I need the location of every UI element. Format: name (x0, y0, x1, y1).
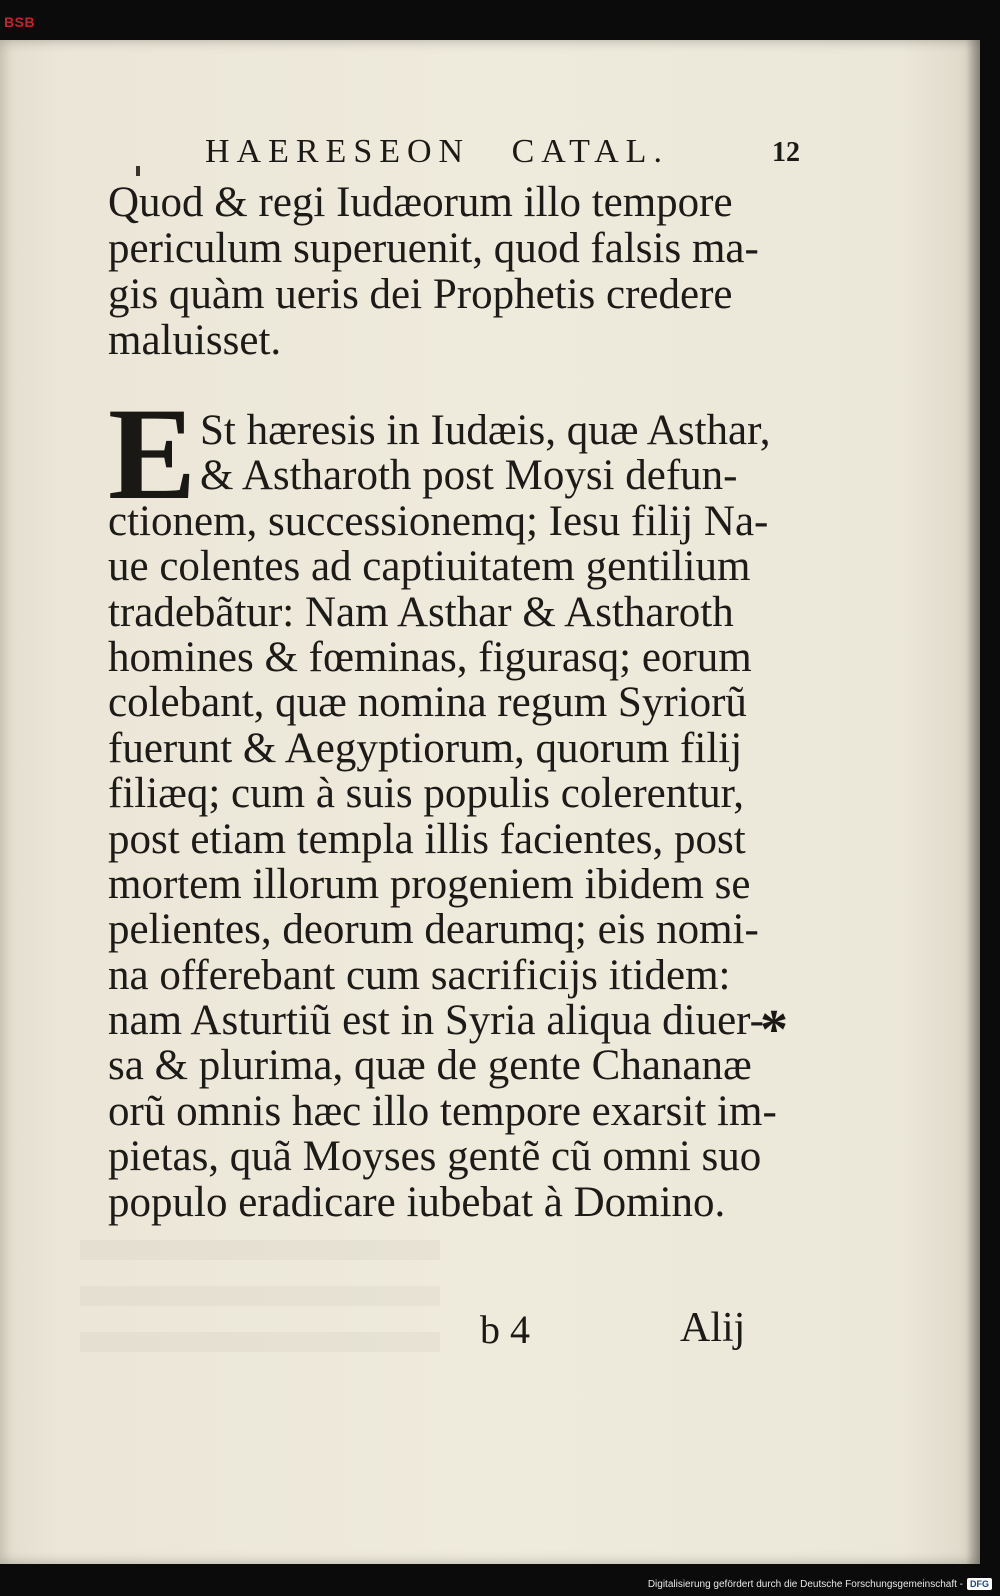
signature-mark: b 4 (480, 1307, 530, 1352)
text-line: sa & plurima, quæ de gente Chananæ (108, 1042, 752, 1090)
digitization-credit (648, 1576, 992, 1592)
text-line: post etiam templa illis facientes, post (108, 815, 746, 863)
text-line: orũ omnis hæc illo tempore exarsit im- (108, 1087, 777, 1135)
text-line: mortem illorum progeniem ibidem se (108, 860, 751, 908)
text-line: ctionem, successionemq; Iesu filij Na- (108, 497, 769, 545)
ink-speck (136, 166, 140, 176)
text-line: nam Asturtiũ est in Syria aliqua diuer- (108, 997, 764, 1045)
text-line: na offerebant cum sacrificijs itidem: (108, 951, 731, 999)
text-line: maluisset. (108, 317, 282, 364)
text-line: & Astharoth post Moysi defun- (200, 452, 738, 500)
text-line: pietas, quã Moyses gentẽ cũ omni suo (108, 1133, 762, 1181)
credit-text: Digitalisierung gefördert durch die Deutsche Forschungsgemeinschaft - (647, 1578, 963, 1590)
text-line: colebant, quæ nomina regum Syriorũ (108, 679, 747, 727)
drop-cap-initial: E (108, 380, 197, 527)
folio-number: 12 (772, 137, 800, 168)
text-line: St hæresis in Iudæis, quæ Asthar, (200, 407, 771, 454)
book-page (0, 40, 980, 1564)
text-line: ue colentes ad captiuitatem gentilium (108, 543, 751, 591)
text-line: gis quàm ueris dei Prophetis credere (108, 271, 733, 318)
running-head: HAERESEON CATAL. (205, 133, 669, 170)
text-line: populo eradicare iubebat à Domino. (108, 1178, 726, 1226)
paragraph-1 (108, 180, 758, 364)
text-line: periculum superuenit, quod falsis ma- (108, 225, 759, 272)
text-line: fuerunt & Aegyptiorum, quorum filij (108, 724, 743, 772)
bsb-logo: BSB (4, 14, 36, 30)
catchword: Alij (680, 1305, 746, 1351)
paragraph-2 (108, 407, 777, 1226)
dfg-logo: DFG (967, 1578, 992, 1590)
text-line: tradebãtur: Nam Asthar & Astharoth (108, 588, 734, 636)
text-line: filiæq; cum à suis populis colerentur, (108, 770, 745, 818)
text-line: Quod & regi Iudæorum illo tempore (108, 179, 733, 226)
text-line: pelientes, deorum dearumq; eis nomi- (108, 906, 759, 954)
text-line: homines & fœminas, figurasq; eorum (108, 633, 752, 681)
margin-asterisk-mark: * (760, 999, 788, 1061)
